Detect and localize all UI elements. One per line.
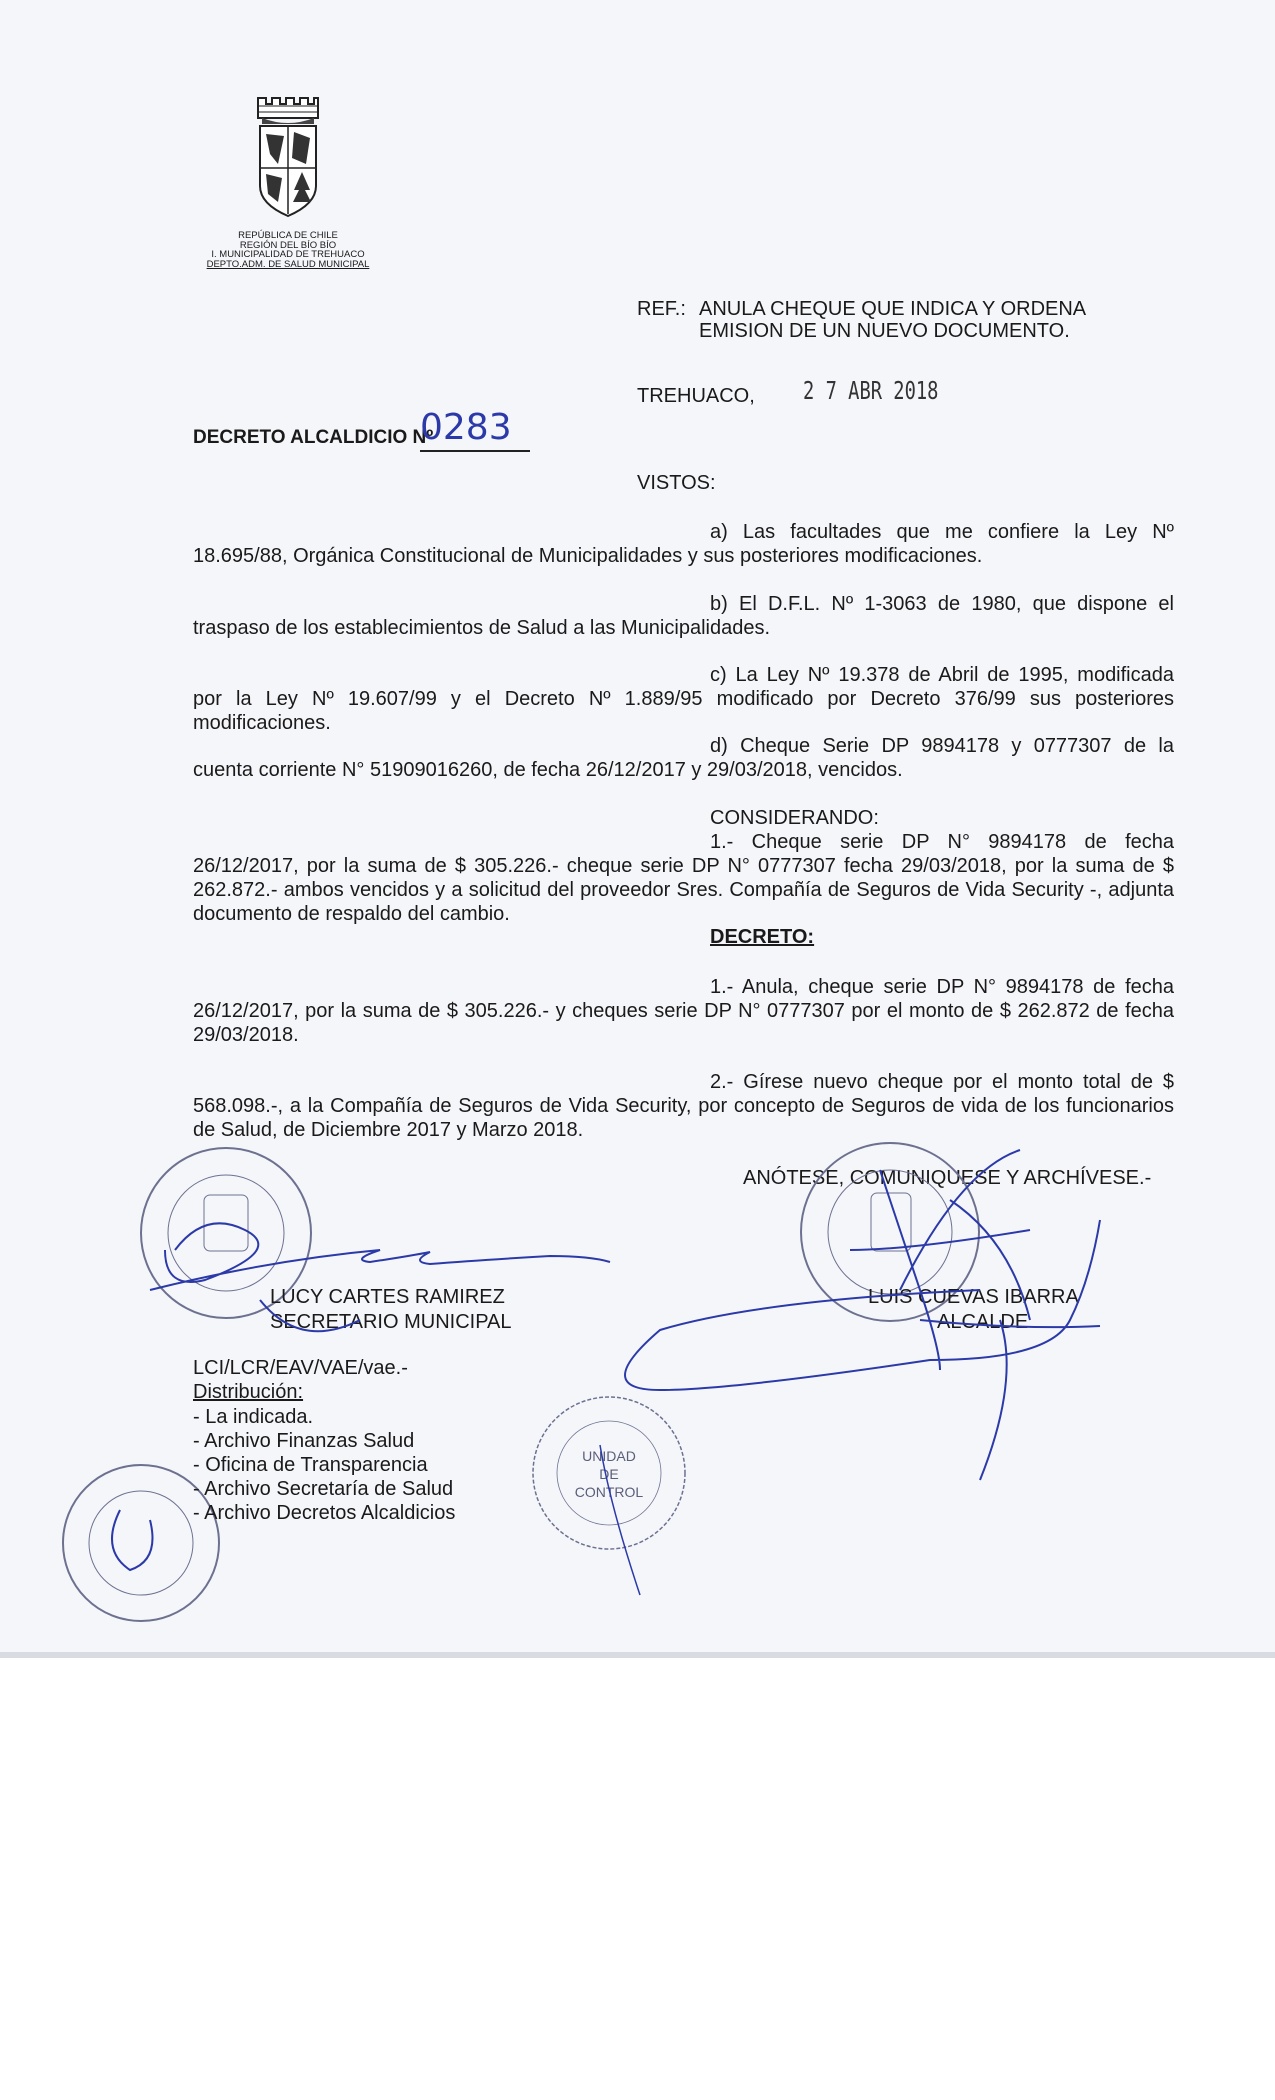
signatory-title: SECRETARIO MUNICIPAL [270, 1311, 512, 1333]
place: TREHUACO, [637, 385, 755, 407]
distribution-item: - Oficina de Transparencia [193, 1454, 428, 1476]
closing: ANÓTESE, COMUNIQUESE Y ARCHÍVESE.- [743, 1167, 1152, 1189]
distribution-item: - Archivo Decretos Alcaldicios [193, 1502, 456, 1524]
letterhead-line: REPÚBLICA DE CHILE [238, 230, 338, 241]
letterhead-line: DEPTO.ADM. DE SALUD MUNICIPAL [206, 258, 370, 270]
considerando-title: CONSIDERANDO: [710, 807, 879, 829]
signatory-name: LUCY CARTES RAMIREZ [270, 1286, 505, 1308]
signatory-name: LUIS CUEVAS IBARRA [868, 1286, 1079, 1308]
date-stamp: 2 7 ABR 2018 [803, 376, 939, 405]
distribution-item: - Archivo Finanzas Salud [193, 1430, 415, 1452]
vistos-item: a) Las facultades que me confiere la Ley Nº 18.695/88, Orgánica Constitucional de Municipalidades y sus posteriores modificaciones. [193, 521, 1174, 567]
ref-line-1: ANULA CHEQUE QUE INDICA Y ORDENA [699, 298, 1087, 320]
vistos-item: b) El D.F.L. Nº 1-3063 de 1980, que dispone el traspaso de los establecimientos de Salud a las Municipalidades. [193, 593, 1174, 639]
signatory-title: ALCALDE [937, 1311, 1029, 1333]
control-stamp-text: UNIDAD DE CONTROL [574, 1448, 644, 1500]
initials: LCI/LCR/EAV/VAE/vae.- [193, 1357, 408, 1379]
ref-line-2: EMISION DE UN NUEVO DOCUMENTO. [699, 320, 1070, 342]
ref-label: REF.: [637, 298, 686, 320]
decreto-title: DECRETO: [710, 926, 815, 948]
decree-number: 0283 [420, 406, 530, 452]
decree-label: DECRETO ALCALDICIO Nº [193, 427, 434, 448]
distribution-item: - Archivo Secretaría de Salud [193, 1478, 454, 1500]
letterhead-line: REGIÓN DEL BÍO BÍO [239, 239, 337, 251]
decreto-item: 1.- Anula, cheque serie DP N° 9894178 de fecha 26/12/2017, por la suma de $ 305.226.- y cheques serie DP N° 0777307 por el monto de $ 262.872 de fecha 29/03/2018. [193, 976, 1174, 1046]
distribution-title: Distribución: [193, 1381, 304, 1403]
considerando-item: 1.- Cheque serie DP N° 9894178 de fecha 26/12/2017, por la suma de $ 305.226.- cheque serie DP N° 0777307 fecha 29/03/2018, por la suma de $ 262.872.- ambos vencidos y a solicitud del proveedor Sres. Compañía de Seguros de Vida Security -, adjunta documento de respaldo del cambio. [193, 831, 1174, 925]
vistos-title: VISTOS: [637, 472, 716, 494]
letterhead-line: I. MUNICIPALIDAD DE TREHUACO [211, 249, 365, 260]
decreto-item: 2.- Gírese nuevo cheque por el monto total de $ 568.098.-, a la Compañía de Seguros de Vida Security, por concepto de Seguros de vida de los funcionarios de Salud, de Diciembre 2017 y Marzo 2018. [193, 1071, 1174, 1141]
vistos-item: c) La Ley Nº 19.378 de Abril de 1995, modificada por la Ley Nº 19.607/99 y el Decreto Nº 1.889/95 modificado por Decreto 376/99 sus posteriores modificaciones. [193, 664, 1174, 734]
distribution-item: - La indicada. [193, 1406, 314, 1428]
vistos-item: d) Cheque Serie DP 9894178 y 0777307 de la cuenta corriente N° 51909016260, de fecha 26/12/2017 y 29/03/2018, vencidos. [193, 735, 1174, 781]
